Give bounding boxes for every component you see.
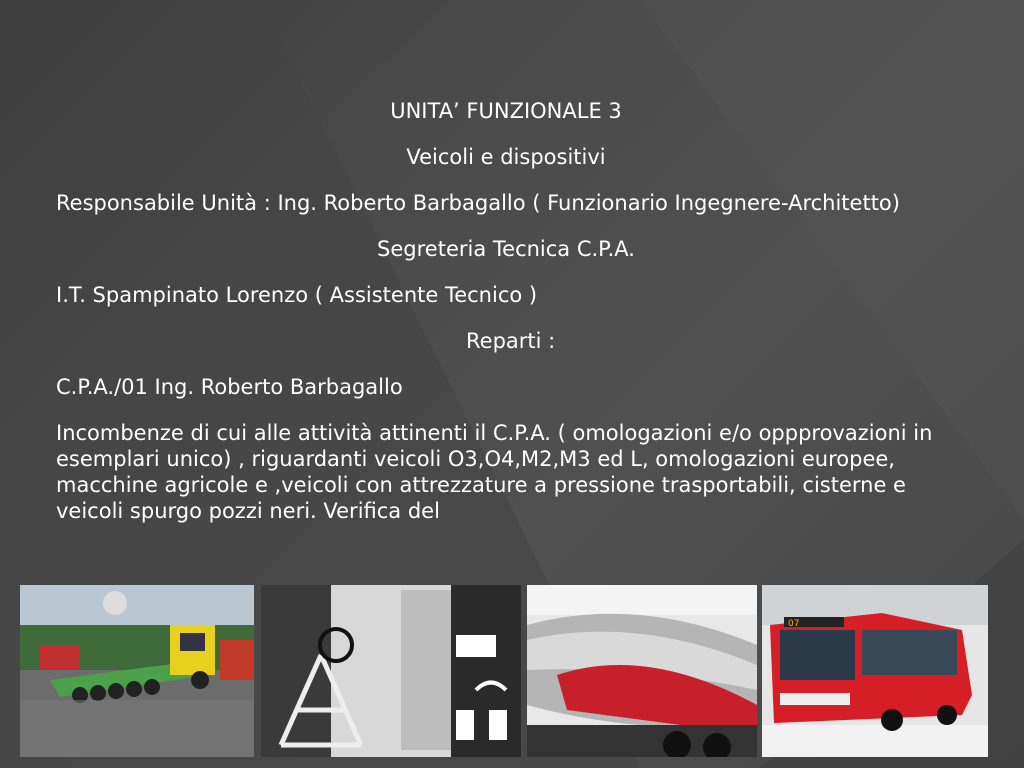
photo-strip [20,585,988,757]
slide-subtitle: Veicoli e dispositivi [406,145,606,169]
segreteria-text: Segreteria Tecnica C.P.A. [377,237,635,261]
test-bench-photo [261,585,521,757]
bus-destination-sign: 07 [788,619,800,629]
cpa01-text: C.P.A./01 Ing. Roberto Barbagallo [56,375,403,399]
responsabile-text: Responsabile Unità : Ing. Roberto Barbagallo ( Funzionario Ingegnere-Architetto) [56,191,900,215]
tanker-photo [527,585,757,757]
incombenze-text: Incombenze di cui alle attività attinenti il C.P.A. ( omologazioni e/o oppprovazioni in esemplari unico) , riguardanti veicoli O3,O4,M2,M3 ed L, omologazioni europee, macchine agricole e ,veicoli con attrezzature a pressione trasportabili, cisterne e veicoli spurgo pozzi neri. Verifica del [56,421,933,523]
slide-content [56,98,956,544]
red-bus-photo [762,585,988,757]
reparti-text: Reparti : [466,329,556,353]
slide-title: UNITA’ FUNZIONALE 3 [390,99,622,123]
assistente-text: I.T. Spampinato Lorenzo ( Assistente Tecnico ) [56,283,538,307]
flatbed-truck-photo [20,585,254,757]
